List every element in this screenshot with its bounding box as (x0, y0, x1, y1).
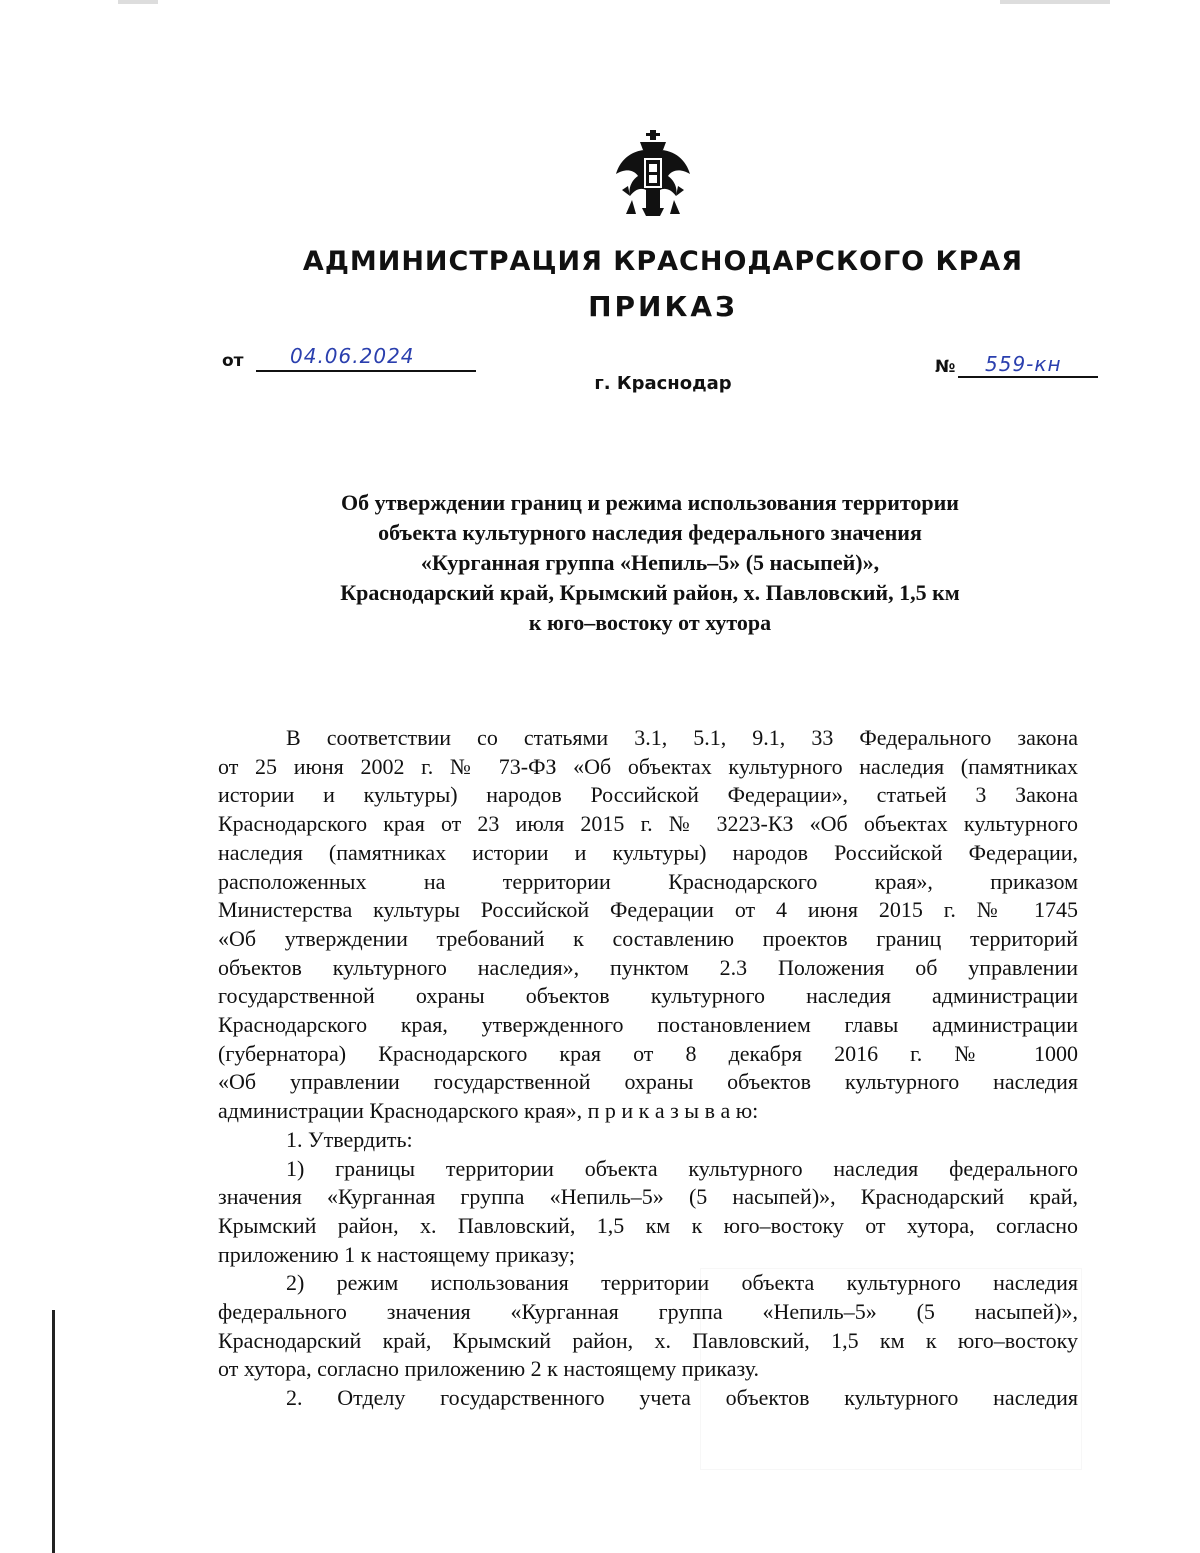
body-line: (губернатора) Краснодарского края от 8 декабря 2016 г. № 1000 (218, 1040, 1078, 1066)
document-body (218, 724, 1078, 1413)
body-line: Краснодарского края, утвержденного постановлением главы администрации (218, 1012, 1078, 1038)
item-2-line: 2. Отделу государственного учета объектов культурного наследия (286, 1385, 1078, 1411)
body-line: государственной охраны объектов культурного наследия администрации (218, 983, 1078, 1009)
body-line: «Об утверждении требований к составлению проектов границ территорий (218, 925, 1078, 951)
body-line: Краснодарского края от 23 июля 2015 г. № 3223-КЗ «Об объектах культурного (218, 811, 1078, 837)
body-line: Крымский район, х. Павловский, 1,5 км к юго–востоку от хутора, согласно (218, 1212, 1078, 1238)
title-line: к юго–востоку от хутора (528, 610, 772, 635)
body-line: расположенных на территории Краснодарского края», приказом (218, 868, 1078, 894)
body-line: 2) режим использования территории объекта культурного наследия (286, 1270, 1078, 1296)
body-line: администрации Краснодарского края», п р и к а з ы в а ю: (218, 1098, 759, 1124)
body-line: значения «Курганная группа «Непиль–5» (5 насыпей)», Краснодарский край, (218, 1184, 1078, 1210)
date-prefix: от (222, 351, 244, 371)
body-line: от 25 июня 2002 г. № 73-ФЗ «Об объектах культурного наследия (памятниках (218, 753, 1078, 779)
item-1-1 (218, 1155, 1078, 1270)
body-line: объектов культурного наследия», пунктом 2.3 Положения об управлении (218, 954, 1078, 980)
body-line: В соответствии со статьями 3.1, 5.1, 9.1, 33 Федерального закона (286, 725, 1078, 750)
body-line: приложению 1 к настоящему приказу; (218, 1241, 575, 1267)
date-value: 04.06.2024 (290, 344, 415, 368)
item-1-heading: 1. Утвердить: (286, 1126, 413, 1152)
document-type: ПРИКАЗ (588, 290, 738, 323)
date-underline (256, 370, 476, 372)
title-line: Об утверждении границ и режима использования территории (341, 490, 959, 515)
body-line: 1) границы территории объекта культурного наследия федерального (286, 1155, 1078, 1181)
preamble-paragraph (218, 724, 1078, 1126)
scan-mark (118, 0, 158, 4)
agency-name: АДМИНИСТРАЦИЯ КРАСНОДАРСКОГО КРАЯ (302, 246, 1024, 277)
body-line: Министерства культуры Российской Федерации от 4 июня 2015 г. № 1745 (218, 897, 1078, 923)
body-line: истории и культуры) народов Российской Федерации», статьей 3 Закона (218, 782, 1078, 808)
number-prefix: № (935, 357, 956, 377)
title-line: «Курганная группа «Непиль–5» (5 насыпей)», (420, 550, 880, 575)
coat-of-arms-emblem (612, 130, 694, 218)
body-line: от хутора, согласно приложению 2 к настоящему приказу. (218, 1356, 759, 1382)
document-title (250, 488, 1050, 638)
scan-mark (1000, 0, 1110, 4)
city: г. Краснодар (594, 373, 732, 394)
body-line: «Об управлении государственной охраны объектов культурного наследия (218, 1069, 1078, 1095)
number-value: 559-кн (985, 352, 1062, 376)
item-1-2 (218, 1269, 1078, 1384)
title-line: объекта культурного наследия федерального значения (378, 520, 922, 545)
title-line: Краснодарский край, Крымский район, х. Павловский, 1,5 км (340, 580, 960, 605)
body-line: Краснодарский край, Крымский район, х. Павловский, 1,5 км к юго–востоку (218, 1327, 1078, 1353)
scan-edge (52, 1310, 55, 1553)
body-line: наследия (памятниках истории и культуры) народов Российской Федерации, (218, 839, 1078, 865)
body-line: федерального значения «Курганная группа «Непиль–5» (5 насыпей)», (218, 1299, 1078, 1325)
